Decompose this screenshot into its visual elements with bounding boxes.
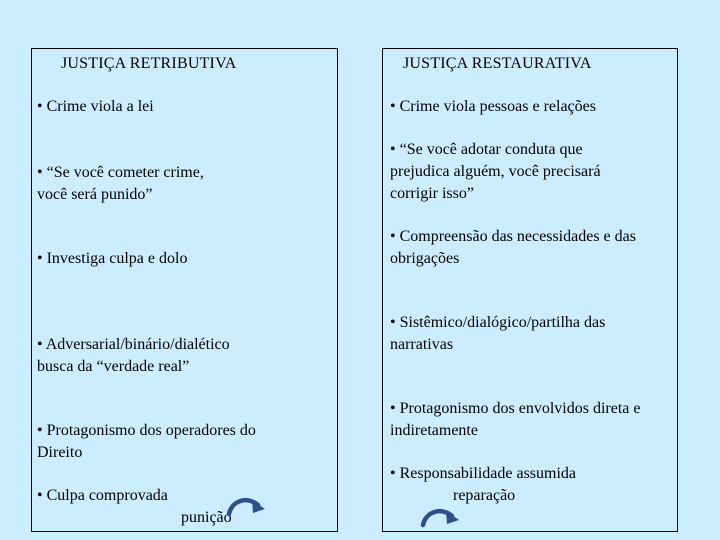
retributive-heading: JUSTIÇA RETRIBUTIVA: [61, 55, 237, 72]
curved-arrow-icon: [226, 494, 268, 518]
restorative-heading: JUSTIÇA RESTAURATIVA: [403, 55, 592, 72]
curved-arrow-icon: [420, 505, 462, 529]
restorative-item: • Sistêmico/dialógico/partilha das narrativas: [390, 314, 606, 353]
retributive-item: • Protagonismo dos operadores do Direito: [37, 422, 256, 461]
retributive-item: • Culpa comprovada: [37, 487, 168, 504]
restorative-item-result: reparação: [453, 487, 516, 504]
retributive-item: • Crime viola a lei: [37, 98, 154, 115]
retributive-item: • “Se você cometer crime, você será punido”: [37, 164, 204, 203]
retributive-item: • Investiga culpa e dolo: [37, 250, 188, 267]
restorative-justice-column: [382, 48, 678, 532]
restorative-item: • Responsabilidade assumida: [390, 465, 577, 482]
retributive-item: • Adversarial/binário/dialético busca da “verdade real”: [37, 336, 230, 375]
restorative-item: • “Se você adotar conduta que prejudica alguém, você precisará corrigir isso”: [390, 141, 601, 202]
restorative-item: • Compreensão das necessidades e das obrigações: [390, 228, 636, 267]
retributive-item-result: punição: [181, 509, 232, 526]
restorative-item: • Crime viola pessoas e relações: [390, 98, 596, 115]
restorative-item: • Protagonismo dos envolvidos direta e indiretamente: [390, 400, 641, 439]
